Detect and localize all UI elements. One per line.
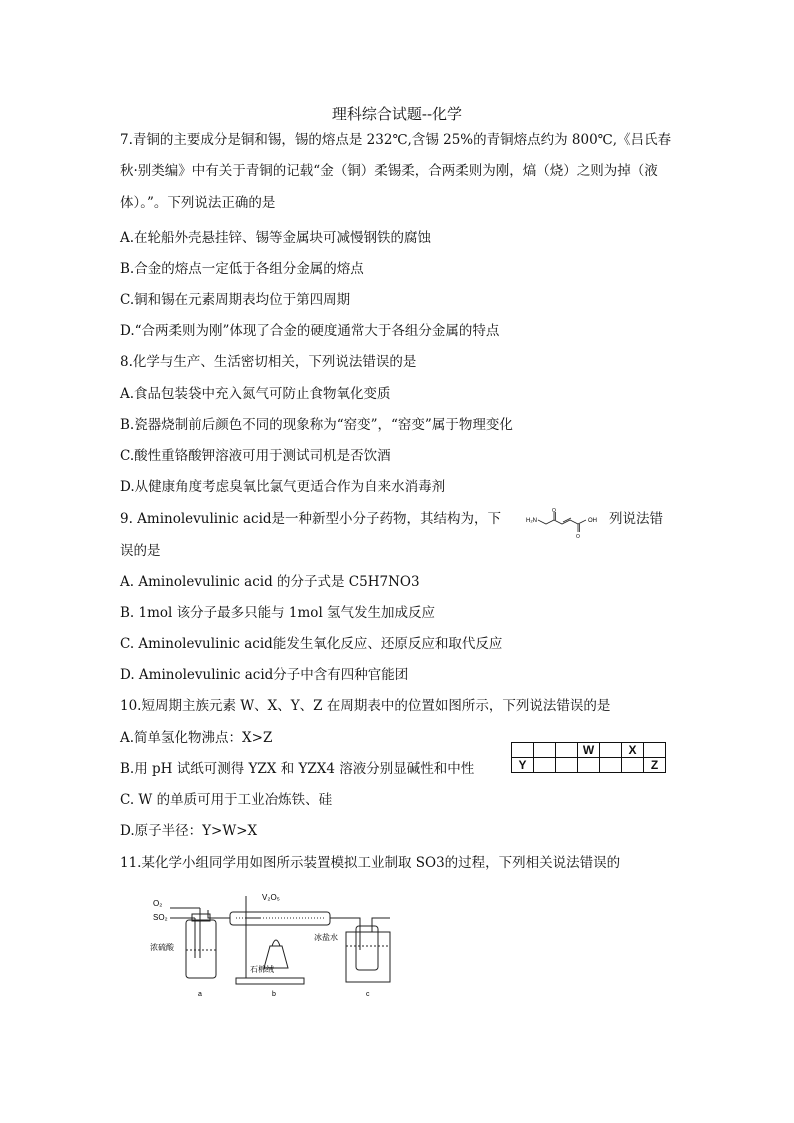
table-cell: Y — [512, 758, 534, 773]
q9-stem-line1b: 列说法错 — [609, 511, 663, 527]
table-cell: X — [622, 743, 644, 758]
aminolevulinic-structure — [526, 508, 606, 540]
q10-option-a: A.简单氢化物沸点：X>Z — [120, 730, 273, 746]
q9-option-b: B. 1mol 该分子最多只能与 1mol 氢气发生加成反应 — [120, 605, 436, 621]
asbestos-label: 石棉绒 — [250, 965, 274, 974]
table-row — [512, 743, 666, 758]
table-cell — [600, 743, 622, 758]
table-cell — [556, 758, 578, 773]
q7-option-b: B.合金的熔点一定低于各组分金属的熔点 — [120, 261, 364, 277]
table-row — [512, 758, 666, 773]
struct-acid-o-label: O — [576, 534, 580, 540]
o2-label: O₂ — [153, 899, 163, 908]
q9-stem-line2: 误的是 — [120, 543, 161, 559]
table-cell — [622, 758, 644, 773]
table-cell: Z — [644, 758, 666, 773]
so2-label: SO₂ — [153, 913, 168, 922]
q7-option-a: A.在轮船外壳悬挂锌、锡等金属块可减慢钢铁的腐蚀 — [120, 230, 432, 246]
periodic-table-fragment — [511, 742, 666, 773]
table-cell — [534, 743, 556, 758]
struct-nh2-label: H₂N — [526, 518, 537, 524]
q10-option-d: D.原子半径：Y>W>X — [120, 823, 258, 839]
q10-option-b: B.用 pH 试纸可测得 YZX 和 YZX4 溶液分别显碱性和中性 — [120, 761, 475, 777]
q7-option-c: C.铜和锡在元素周期表均位于第四周期 — [120, 292, 351, 308]
struct-oh-label: OH — [588, 518, 597, 524]
conc-sulfuric-acid-label: 浓硫酸 — [150, 943, 174, 952]
q9-option-d: D. Aminolevulinic acid分子中含有四种官能团 — [120, 667, 409, 683]
q7-stem-line1: 7.青铜的主要成分是铜和锡，锡的熔点是 232℃,含锡 25%的青铜熔点约为 800℃,《吕氏春 — [120, 132, 672, 148]
q7-stem-line3: 体）。”。下列说法正确的是 — [120, 195, 276, 211]
table-cell — [512, 743, 534, 758]
q8-stem: 8.化学与生产、生活密切相关，下列说法错误的是 — [120, 354, 417, 370]
apparatus-diagram — [150, 888, 400, 1000]
table-cell: W — [578, 743, 600, 758]
q8-option-d: D.从健康角度考虑臭氧比氯气更适合作为自来水消毒剂 — [120, 479, 446, 495]
q8-option-b: B.瓷器烧制前后颜色不同的现象称为“窑变”，“窑变”属于物理变化 — [120, 417, 513, 433]
q9-option-c: C. Aminolevulinic acid能发生氧化反应、还原反应和取代反应 — [120, 636, 503, 652]
apparatus-b-label: b — [272, 991, 276, 998]
ice-salt-water-label: 冰盐水 — [314, 933, 338, 942]
q7-stem-line2: 秋·别类编》中有关于青铜的记载“金（铜）柔锡柔，合两柔则为刚，熇（烧）之则为掉（液 — [120, 163, 658, 179]
q9-stem-line1a: 9. Aminolevulinic acid是一种新型小分子药物，其结构为，下 — [120, 511, 502, 527]
apparatus-c-label: c — [366, 991, 370, 998]
q10-option-c: C. W 的单质可用于工业冶炼铁、硅 — [120, 792, 333, 808]
table-cell — [644, 743, 666, 758]
q10-stem: 10.短周期主族元素 W、X、Y、Z 在周期表中的位置如图所示，下列说法错误的是 — [120, 698, 611, 714]
table-cell — [534, 758, 556, 773]
struct-ketone-o-label: O — [552, 508, 556, 514]
table-cell — [578, 758, 600, 773]
apparatus-a-label: a — [198, 991, 202, 998]
q11-stem: 11.某化学小组同学用如图所示装置模拟工业制取 SO3的过程，下列相关说法错误的 — [120, 855, 621, 871]
page-title: 理科综合试题--化学 — [331, 105, 463, 123]
q8-option-a: A.食品包装袋中充入氮气可防止食物氧化变质 — [120, 386, 391, 402]
table-cell — [600, 758, 622, 773]
q8-option-c: C.酸性重铬酸钾溶液可用于测试司机是否饮酒 — [120, 448, 391, 464]
table-cell — [556, 743, 578, 758]
catalyst-label: V₂O₅ — [262, 893, 280, 902]
q7-option-d: D.“合两柔则为刚”体现了合金的硬度通常大于各组分金属的特点 — [120, 323, 500, 339]
q9-option-a: A. Aminolevulinic acid 的分子式是 C5H7NO3 — [120, 574, 420, 590]
